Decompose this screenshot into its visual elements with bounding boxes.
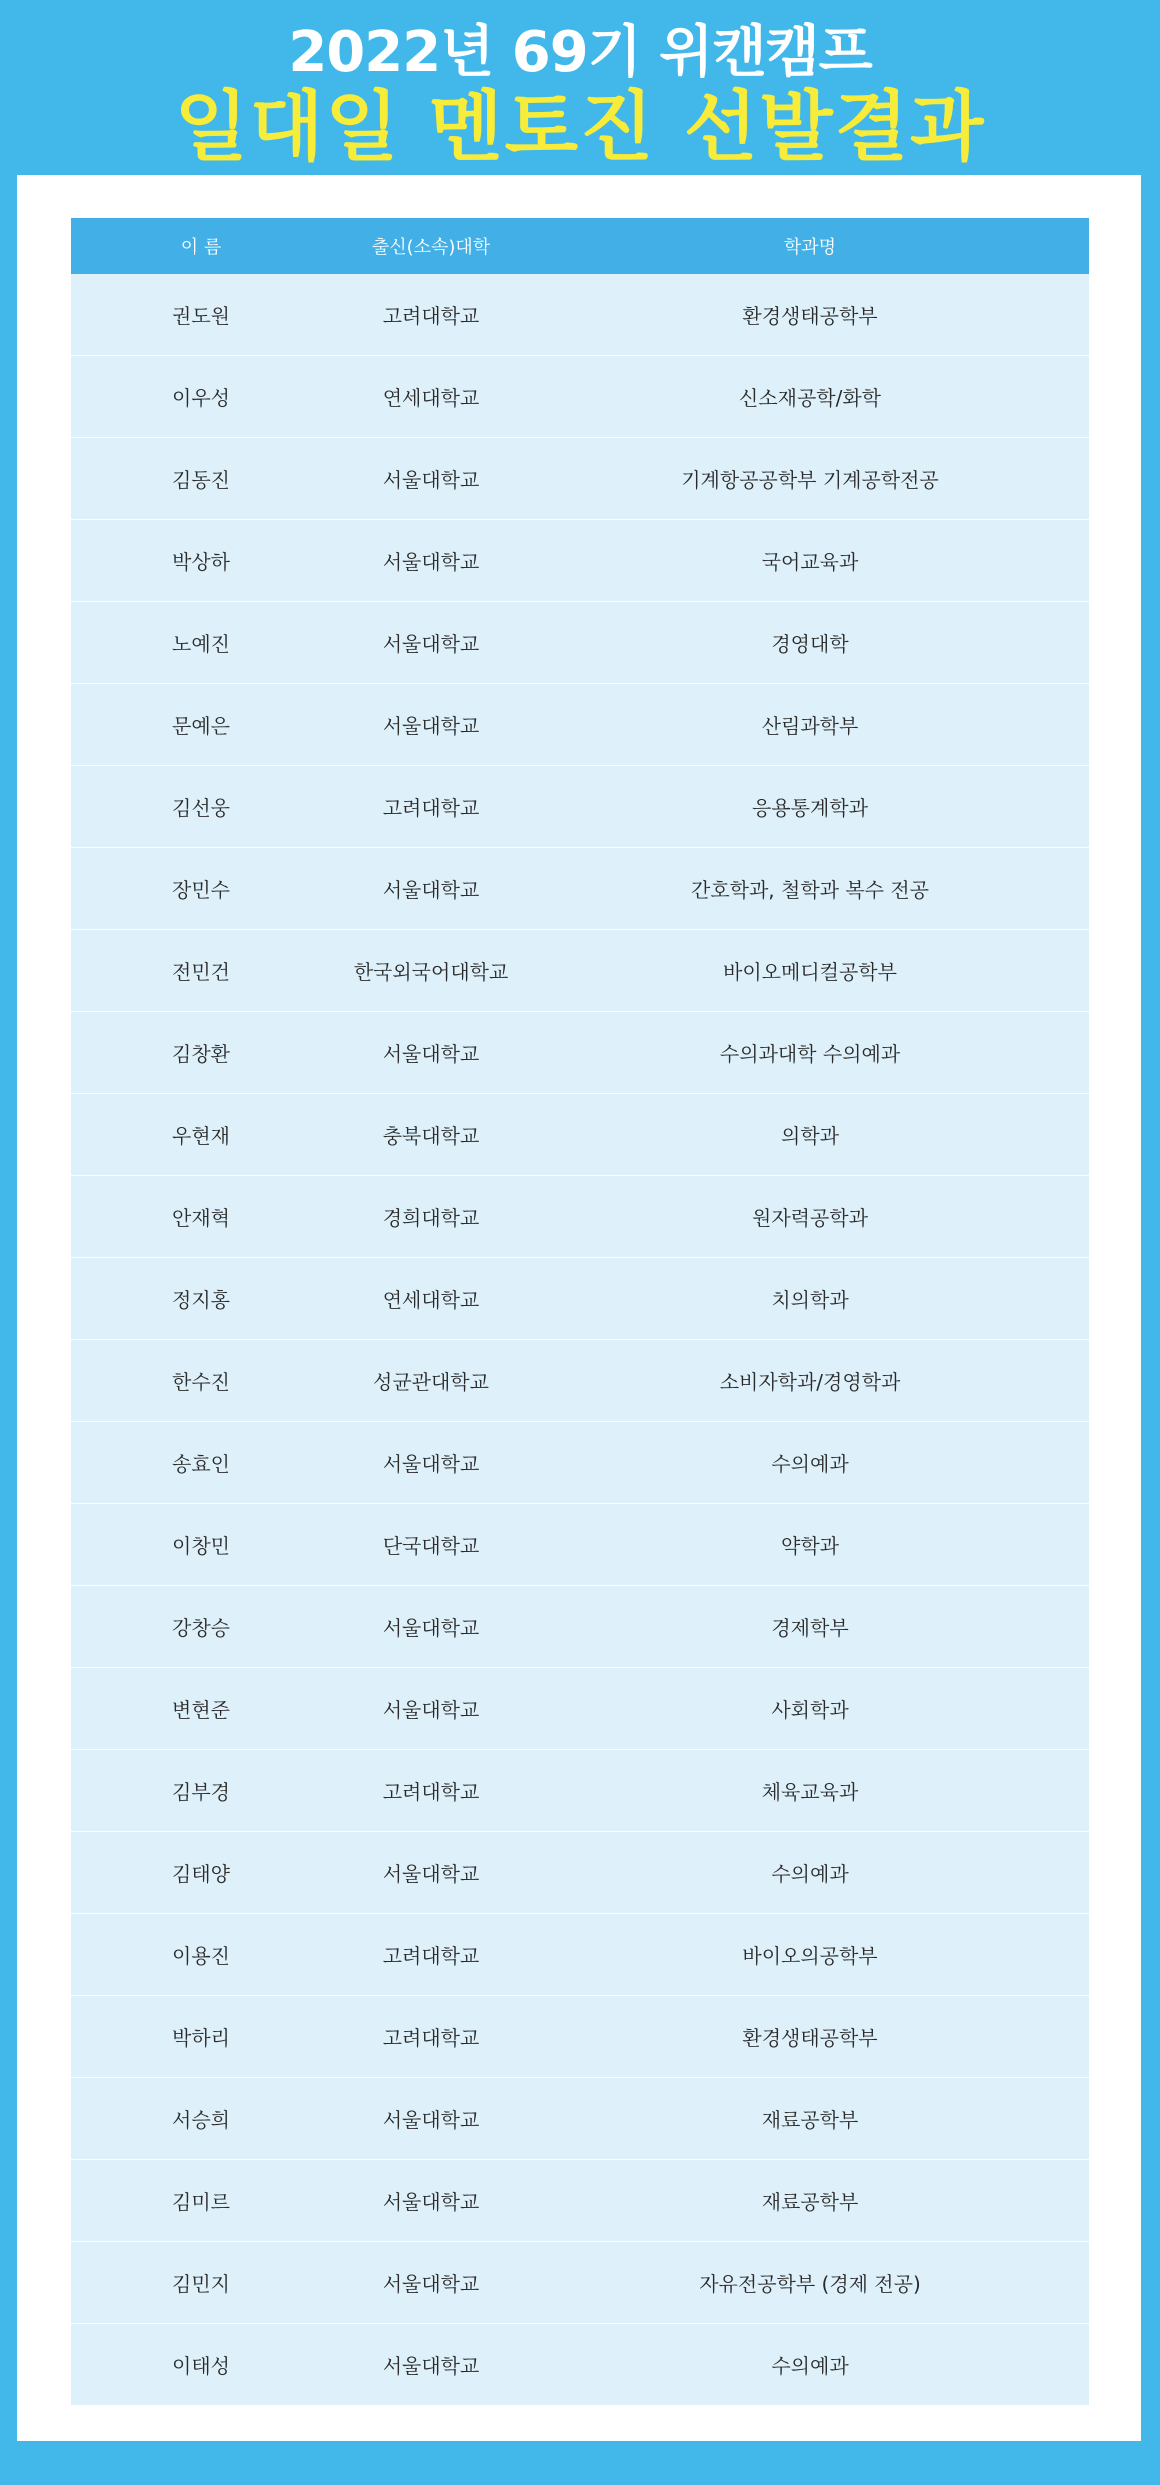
cell-department: 바이오의공학부 [742,1944,878,1968]
column-header-university: 출신(소속)대학 [371,237,491,258]
cell-name: 송효인 [172,1452,230,1476]
table-row [71,274,1089,356]
cell-name: 이창민 [172,1534,230,1558]
cell-department: 수의예과 [771,1452,849,1476]
table-row [71,1832,1089,1914]
table-row [71,2160,1089,2242]
cell-name: 김민지 [172,2272,230,2296]
results-panel [17,175,1141,2441]
cell-name: 김부경 [172,1780,230,1804]
cell-university: 고려대학교 [382,1780,480,1804]
cell-name: 이우성 [172,386,230,410]
cell-name: 이용진 [172,1944,230,1968]
table-row [71,1996,1089,2078]
table-row [71,1750,1089,1832]
cell-department: 체육교육과 [761,1780,859,1804]
table-row [71,1094,1089,1176]
cell-university: 서울대학교 [382,468,480,492]
cell-department: 국어교육과 [761,550,859,574]
table-row [71,1914,1089,1996]
cell-university: 서울대학교 [382,632,480,656]
results-title: 일대일 멘토진 선발결과 [174,82,986,171]
cell-name: 김미르 [172,2190,230,2214]
cell-name: 변현준 [172,1698,230,1722]
cell-department: 재료공학부 [761,2108,859,2132]
cell-university: 서울대학교 [382,1616,480,1640]
table-body [71,274,1089,2406]
cell-name: 이태성 [172,2354,230,2378]
cell-university: 서울대학교 [382,2190,480,2214]
table-row [71,2324,1089,2406]
table-row [71,356,1089,438]
cell-department: 소비자학과/경영학과 [719,1370,901,1394]
table-row [71,1504,1089,1586]
table-row [71,438,1089,520]
cell-department: 원자력공학과 [752,1206,868,1230]
cell-name: 박하리 [172,2026,230,2050]
cell-department: 응용통계학과 [752,796,868,820]
cell-department: 바이오메디컬공학부 [723,960,897,984]
cell-university: 서울대학교 [382,2354,480,2378]
cell-department: 경제학부 [771,1616,849,1640]
cell-university: 고려대학교 [382,2026,480,2050]
cell-university: 고려대학교 [382,796,480,820]
cell-name: 장민수 [172,878,230,902]
cell-department: 환경생태공학부 [742,304,878,328]
table-row [71,2078,1089,2160]
table-row [71,1422,1089,1504]
cell-university: 서울대학교 [382,1452,480,1476]
column-header-department: 학과명 [783,237,837,258]
table-row [71,848,1089,930]
cell-university: 한국외국어대학교 [353,960,509,984]
cell-department: 간호학과, 철학과 복수 전공 [691,878,929,902]
table-row [71,1012,1089,1094]
cell-name: 박상하 [172,550,230,574]
cell-university: 고려대학교 [382,304,480,328]
table-row [71,1258,1089,1340]
event-title: 2022년 69기 위캔캠프 [288,20,872,85]
cell-name: 우현재 [172,1124,230,1148]
cell-university: 서울대학교 [382,2272,480,2296]
cell-university: 서울대학교 [382,1698,480,1722]
cell-university: 고려대학교 [382,1944,480,1968]
cell-department: 환경생태공학부 [742,2026,878,2050]
cell-name: 서승희 [172,2108,230,2132]
cell-department: 기계항공공학부 기계공학전공 [681,468,939,492]
cell-name: 권도원 [172,304,230,328]
cell-university: 서울대학교 [382,2108,480,2132]
table-row [71,684,1089,766]
cell-department: 자유전공학부 (경제 전공) [699,2272,921,2296]
cell-name: 김동진 [172,468,230,492]
cell-university: 성균관대학교 [373,1370,489,1394]
cell-department: 치의학과 [771,1288,849,1312]
cell-university: 단국대학교 [382,1534,480,1558]
table-header [71,218,1089,274]
cell-name: 노예진 [172,632,230,656]
cell-department: 약학과 [781,1534,839,1558]
cell-name: 문예은 [172,714,230,738]
cell-name: 김창환 [172,1042,230,1066]
cell-name: 정지홍 [172,1288,230,1312]
cell-university: 서울대학교 [382,1862,480,1886]
cell-university: 충북대학교 [382,1124,480,1148]
cell-department: 수의예과 [771,2354,849,2378]
cell-department: 재료공학부 [761,2190,859,2214]
cell-department: 산림과학부 [761,714,859,738]
table-row [71,602,1089,684]
cell-name: 안재혁 [172,1206,230,1230]
cell-university: 경희대학교 [382,1206,480,1230]
cell-name: 김선웅 [172,796,230,820]
header-banner [0,0,1160,175]
cell-university: 서울대학교 [382,1042,480,1066]
table-row [71,520,1089,602]
cell-name: 한수진 [172,1370,230,1394]
cell-name: 전민건 [172,960,230,984]
cell-department: 의학과 [781,1124,839,1148]
cell-university: 연세대학교 [382,1288,480,1312]
table-row [71,1668,1089,1750]
table-row [71,766,1089,848]
cell-department: 경영대학 [771,632,849,656]
mentor-table [71,218,1089,2406]
cell-university: 서울대학교 [382,714,480,738]
cell-department: 수의과대학 수의예과 [719,1042,901,1066]
cell-name: 김태양 [172,1862,230,1886]
cell-department: 사회학과 [771,1698,849,1722]
cell-department: 수의예과 [771,1862,849,1886]
table-row [71,1586,1089,1668]
column-header-name: 이 름 [180,237,222,258]
table-row [71,2242,1089,2324]
table-row [71,1340,1089,1422]
cell-department: 신소재공학/화학 [739,386,881,410]
table-row [71,1176,1089,1258]
cell-university: 서울대학교 [382,550,480,574]
cell-university: 연세대학교 [382,386,480,410]
cell-university: 서울대학교 [382,878,480,902]
table-row [71,930,1089,1012]
cell-name: 강창승 [172,1616,230,1640]
